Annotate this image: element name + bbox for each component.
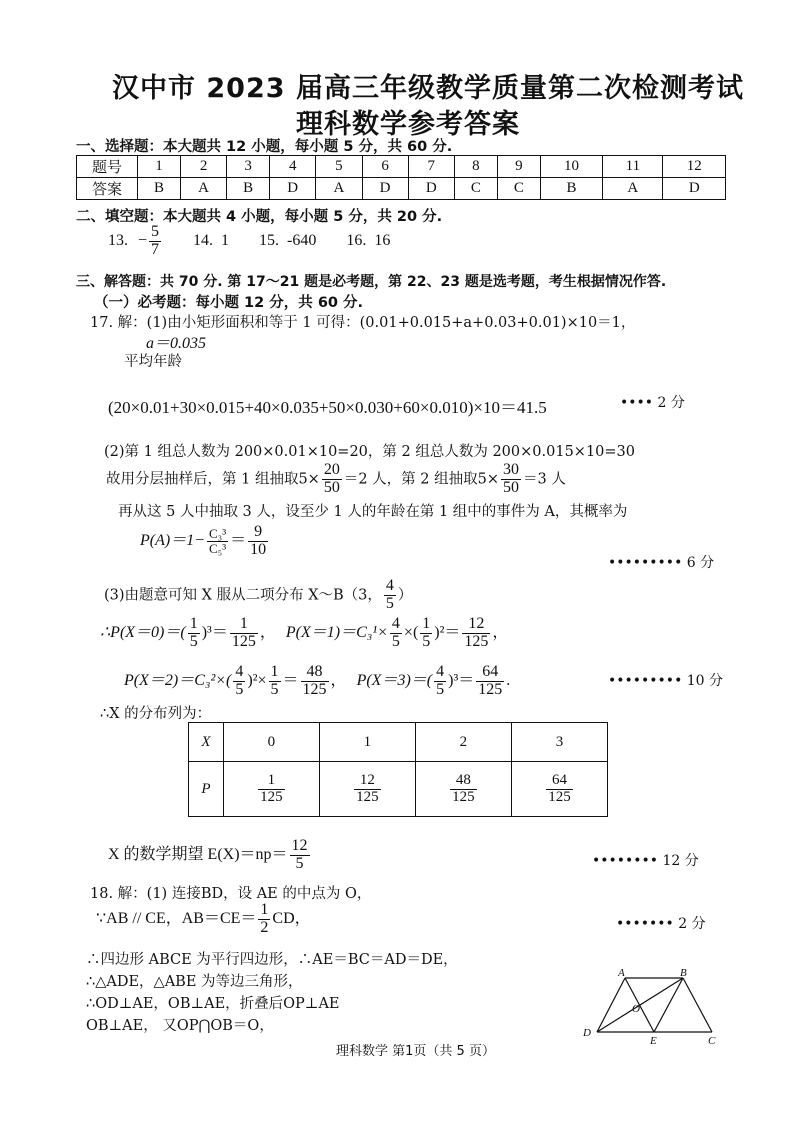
frac-num: 48 [301, 664, 329, 682]
frac-den: 5 [385, 594, 394, 612]
dist-header-x: X [189, 723, 224, 762]
q18-line5: ∴OD⊥AE，OB⊥AE，折叠后OP⊥AE [86, 996, 340, 1012]
dist-row-p [189, 762, 608, 817]
frac-den: 5 [422, 632, 431, 650]
distribution-table [188, 722, 608, 817]
frac-den: 5 [235, 680, 244, 698]
text-fragment: ＝3 人 [522, 471, 566, 488]
q-answer: D [663, 178, 726, 200]
frac-den: 50 [323, 478, 340, 496]
frac-num: 1 [422, 615, 431, 632]
frac-num: 1 [230, 616, 258, 634]
q17-intro: 17. 解：(1)由小矩形面积和等于 1 可得：(0.01+0.015+a+0.03+0.01)×10＝1， [90, 315, 636, 331]
text-fragment: CD， [272, 909, 311, 927]
q17-p2-line1: (2)第 1 组总人数为 200×0.01×10=20，第 2 组总人数为 200×0.015×10=30 [104, 444, 635, 460]
q17-a-value: a＝0.035 [146, 335, 207, 352]
segment-bd [597, 978, 683, 1032]
text-fragment: ∵AB // CE，AB＝CE＝ [96, 909, 257, 927]
text-fragment: . [506, 671, 511, 689]
text-fragment: )²× [247, 671, 267, 689]
q17-avg-label: 平均年龄 [124, 354, 182, 370]
q17-dist-label: ∴X 的分布列为： [100, 706, 212, 722]
q17-p2-line2 [106, 462, 566, 497]
q15-answer: -640 [287, 231, 317, 249]
frac-num: 64 [476, 664, 504, 682]
frac-den: 5 [436, 680, 445, 698]
text-fragment: )³＝ [448, 671, 475, 689]
frac-den: 125 [452, 788, 475, 805]
q-number: 3 [227, 156, 270, 178]
q-number: 9 [497, 156, 540, 178]
q18-geometry-figure [580, 966, 730, 1046]
section3-subheading: （一）必考题：每小题 12 分，共 60 分. [94, 295, 364, 311]
q18-score-2: ••••••• 2 分 [616, 916, 706, 932]
label-o: O [632, 1003, 640, 1015]
q17-px0-px1 [100, 616, 508, 651]
frac-num: 1 [270, 663, 279, 680]
frac-den: 125 [548, 788, 571, 805]
frac-num: 4 [436, 663, 445, 680]
label-e: E [650, 1035, 657, 1046]
q16-label: 16. [346, 231, 367, 249]
text-fragment: (3)由题意可知 X 服从二项分布 X～B（3， [104, 587, 382, 604]
text-fragment: 故用分层抽样后，第 1 组抽取5× [106, 471, 320, 488]
q13-num: 5 [151, 223, 160, 240]
text-fragment: ＝2 人，第 2 组抽取5× [343, 471, 499, 488]
frac-num: 1 [260, 901, 269, 918]
q-number: 7 [408, 156, 454, 178]
fill-answers [108, 224, 390, 259]
answer-table [76, 155, 726, 200]
q17-expectation [108, 838, 312, 873]
answer-table-answer-row [77, 178, 726, 200]
q-number: 10 [540, 156, 602, 178]
q17-p3-line1 [104, 578, 412, 613]
q17-score-2: •••• 2 分 [620, 395, 685, 411]
q-answer: D [408, 178, 454, 200]
dist-prob [415, 762, 511, 817]
frac-den: 125 [478, 680, 503, 698]
frac-num: 12 [291, 837, 308, 854]
frac-den: 5 [391, 632, 400, 650]
frac-den: 125 [260, 788, 283, 805]
dist-value: 2 [415, 723, 511, 762]
text-fragment: ∴P(X＝0)＝( [100, 623, 186, 641]
frac-den: 5 [189, 632, 198, 650]
q-number: 1 [138, 156, 181, 178]
frac-num: 20 [323, 461, 340, 478]
row-label-number: 题号 [77, 156, 138, 178]
label-b: B [680, 967, 687, 979]
label-d: D [583, 1027, 591, 1039]
q17-px2-px3 [124, 664, 510, 699]
frac-num: 12 [462, 616, 490, 634]
text-fragment: )³＝ [201, 623, 228, 641]
text-fragment: P(X＝3)＝( [356, 671, 433, 689]
dist-header-p: P [189, 762, 224, 817]
frac-den: C₅³ [209, 540, 227, 556]
frac-den: 5 [270, 680, 279, 698]
q-answer: D [362, 178, 408, 200]
frac-num: 12 [354, 773, 381, 790]
text-fragment: ， [330, 671, 347, 689]
q18-line1: 18. 解：(1) 连接BD，设 AE 的中点为 O， [90, 886, 372, 902]
frac-num: 64 [546, 773, 573, 790]
q13-den: 7 [151, 240, 160, 258]
frac-num: 48 [450, 773, 477, 790]
dist-prob [319, 762, 415, 817]
q-answer: A [316, 178, 362, 200]
page-footer: 理科数学 第1页（共 5 页） [336, 1044, 495, 1059]
q18-line3: ∴四边形 ABCE 为平行四边形，∴AE＝BC＝AD＝DE， [86, 952, 458, 968]
dist-row-x [189, 723, 608, 762]
dist-prob [223, 762, 319, 817]
frac-num: 30 [502, 461, 519, 478]
frac-num: 9 [248, 524, 268, 542]
q-number: 2 [180, 156, 226, 178]
frac-num: 1 [258, 773, 285, 790]
q17-avg-equation: (20×0.01+30×0.015+40×0.035+50×0.030+60×0.010)×10＝41.5 [108, 398, 547, 417]
q17-pa-equation [140, 524, 270, 559]
q17-score-6: ••••••••• 6 分 [608, 555, 715, 571]
dist-value: 0 [223, 723, 319, 762]
frac-den: 2 [260, 918, 269, 936]
text-fragment: ＝ [282, 671, 299, 689]
q18-line2 [96, 902, 311, 937]
q-number: 12 [663, 156, 726, 178]
q-answer: C [497, 178, 540, 200]
q-number: 6 [362, 156, 408, 178]
q-number: 4 [270, 156, 316, 178]
q13-label: 13. [108, 231, 128, 249]
q13-sign: − [138, 231, 148, 249]
frac-num: 4 [235, 663, 244, 680]
text-fragment: ， [492, 623, 509, 641]
q18-line6: OB⊥AE， 又OP⋂OB＝O， [86, 1018, 274, 1034]
q-answer: A [603, 178, 663, 200]
text-fragment: ×( [403, 623, 419, 641]
frac-den: 125 [302, 680, 327, 698]
q17-score-10: ••••••••• 10 分 [608, 673, 724, 689]
text-fragment: )²＝ [434, 623, 461, 641]
q18-line4: ∴△ADE，△ABE 为等边三角形， [86, 974, 303, 990]
section2-heading: 二、填空题：本大题共 4 小题，每小题 5 分，共 20 分. [76, 209, 443, 225]
segment-be [654, 978, 683, 1032]
dist-prob [511, 762, 607, 817]
frac-den: 125 [464, 632, 489, 650]
frac-den: 50 [502, 478, 519, 496]
text-fragment: P(X＝1)＝C₃¹× [285, 623, 388, 641]
q17-score-12: •••••••• 12 分 [592, 853, 699, 869]
q16-answer: 16 [374, 231, 391, 249]
q17-p2-line3: 再从这 5 人中抽取 3 人，设至少 1 人的年龄在第 1 组中的事件为 A，其概率为 [118, 504, 628, 520]
q15-label: 15. [259, 231, 280, 249]
text-fragment: P(A)＝1− [140, 531, 206, 549]
frac-num: 1 [189, 615, 198, 632]
q-answer: B [227, 178, 270, 200]
text-fragment: X 的数学期望 E(X)＝np＝ [108, 845, 288, 863]
answer-table-number-row [77, 156, 726, 178]
q14-label: 14. [193, 231, 214, 249]
dist-value: 1 [319, 723, 415, 762]
section1-heading: 一、选择题：本大题共 12 小题，每小题 5 分，共 60 分. [76, 139, 453, 155]
q-answer: B [138, 178, 181, 200]
dist-value: 3 [511, 723, 607, 762]
text-fragment: ＝ [230, 531, 247, 549]
frac-num: C₃³ [209, 526, 227, 542]
segment-bc [683, 978, 712, 1032]
frac-num: 4 [385, 577, 394, 594]
text-fragment: ， [259, 623, 276, 641]
q-answer: C [454, 178, 497, 200]
q-number: 8 [454, 156, 497, 178]
q-number: 5 [316, 156, 362, 178]
frac-den: 125 [356, 788, 379, 805]
q-number: 11 [603, 156, 663, 178]
frac-num: 4 [391, 615, 400, 632]
q-answer: D [270, 178, 316, 200]
q-answer: A [180, 178, 226, 200]
q14-answer: 1 [221, 231, 230, 249]
page-subtitle: 理科数学参考答案 [296, 109, 520, 140]
label-a: A [618, 967, 625, 979]
text-fragment: ） [397, 587, 413, 604]
section3-heading: 三、解答题：共 70 分. 第 17～21 题是必考题，第 22、23 题是选考题，考生根据情况作答. [76, 274, 667, 290]
frac-den: 10 [250, 540, 267, 558]
frac-den: 125 [231, 632, 256, 650]
row-label-answer: 答案 [77, 178, 138, 200]
label-c: C [708, 1035, 716, 1046]
page-title: 汉中市 2023 届高三年级教学质量第二次检测考试 [112, 73, 744, 104]
text-fragment: P(X＝2)＝C₃²×( [124, 671, 232, 689]
frac-den: 5 [295, 854, 304, 872]
q-answer: B [540, 178, 602, 200]
